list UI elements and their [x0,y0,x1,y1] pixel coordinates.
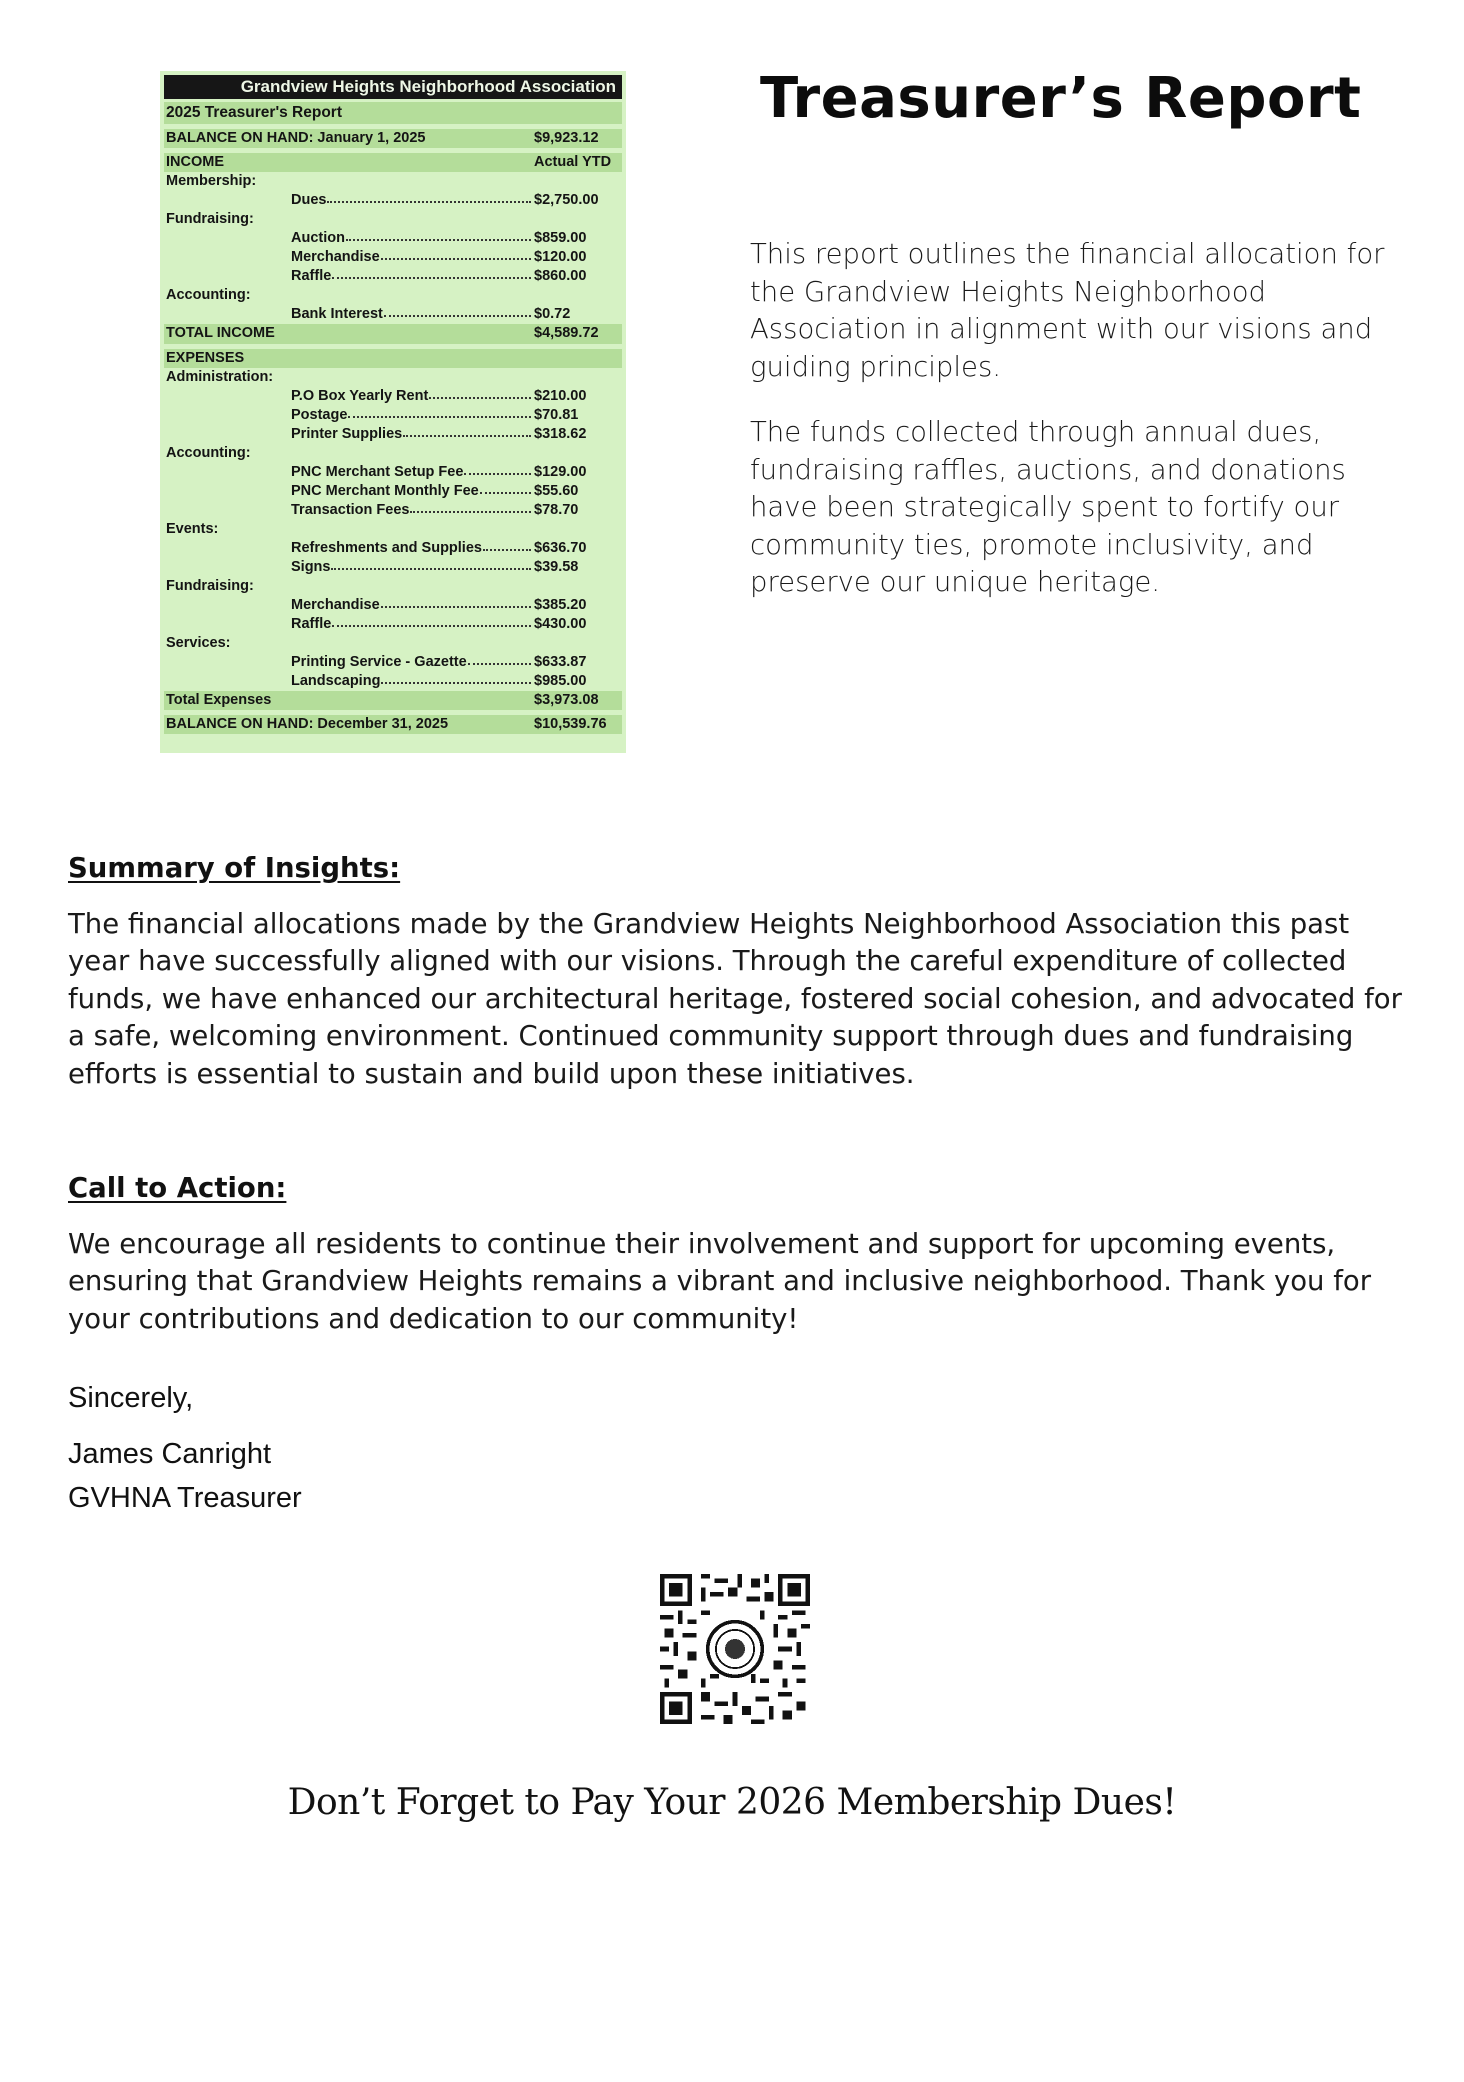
item-amount: $636.70 [534,540,587,556]
item-amount: $860.00 [534,268,587,285]
ledger-line-item [164,653,622,672]
ledger-line-item [164,615,622,634]
intro-paragraph: The funds collected through annual dues, fundraising raffles, auctions, and donations have been strategically spent to fortify our community ties, promote inclusivity, and preserve our unique heritage. [750,416,1346,598]
item-amount: $129.00 [534,463,587,480]
item-name: Landscaping [291,673,381,690]
ledger-organization: Grandview Heights Neighborhood Association [164,75,622,99]
page-title: Treasurer’s Report [760,66,1362,131]
ledger-line-item [164,406,622,425]
intro-paragraph: This report outlines the financial allocation for the Grandview Heights Neighborhood Association in alignment with our visions and guiding principles. [750,238,1385,383]
signature-closing: Sincerely, [68,1382,194,1414]
item-amount: $318.62 [534,425,587,442]
signature-name: James Canright [68,1438,272,1470]
item-amount: $78.70 [534,501,579,518]
call-to-action-heading: Call to Action: [68,1172,287,1204]
category-label: Administration: [166,368,274,385]
category-label: Accounting: [166,287,251,304]
ledger-line-item [164,596,622,615]
item-amount: $120.00 [534,249,587,266]
total-income-label: TOTAL INCOME [166,325,275,342]
item-amount: $0.72 [534,306,571,323]
intro-text [750,236,1400,630]
item-name: Refreshments and Supplies [291,540,482,556]
qr-code-icon[interactable] [660,1574,810,1724]
call-to-action-body: We encourage all residents to continue their involvement and support for upcoming events, ensuring that Grandview Heights remains a vibrant and inclusive neighborhood. Thank you for your contributions and dedication to our community! [68,1228,1372,1335]
closing-balance-row [164,715,622,734]
call-to-action-section [68,1172,1408,1338]
ledger-category [164,444,622,463]
ledger-category [164,520,622,539]
ledger-report-title: 2025 Treasurer's Report [166,104,343,121]
item-name: Printing Service - Gazette [291,654,467,671]
ledger-line-item [164,387,622,406]
ledger-line-item [164,229,622,248]
opening-balance-label: BALANCE ON HAND: January 1, 2025 [166,130,426,147]
summary-section [68,852,1408,1093]
item-name: Raffle [291,268,332,285]
item-amount: $70.81 [534,406,579,423]
category-label: Fundraising: [166,211,254,228]
summary-heading: Summary of Insights: [68,852,401,884]
ledger-line-item [164,501,622,520]
item-name: Auction [291,230,345,247]
category-label: Membership: [166,173,257,190]
item-name: PNC Merchant Setup Fee [291,463,464,480]
ledger-line-item [164,305,622,324]
ledger-line-item [164,267,622,286]
item-name: Printer Supplies [291,425,403,442]
item-name: P.O Box Yearly Rent [291,387,429,404]
ledger-line-item [164,482,622,501]
total-expenses-label: Total Expenses [166,692,272,709]
total-income-row [164,324,622,343]
item-name: Bank Interest [291,306,383,323]
category-label: Events: [166,520,219,537]
category-label: Services: [166,635,231,652]
item-amount: $2,750.00 [534,192,599,209]
item-amount: $633.87 [534,654,587,671]
summary-body: The financial allocations made by the Grandview Heights Neighborhood Association this past year have successfully aligned with our visions. Through the careful expenditure of collected funds, we have enhanced our architectural heritage, fostered social cohesion, and advocated for a safe, welcoming environment. Continued community support through dues and fundraising efforts is essential to sustain and build upon these initiatives. [68,908,1402,1090]
treasurer-ledger-table [160,71,626,753]
total-income-amount: $4,589.72 [534,325,599,342]
ledger-line-item [164,248,622,267]
item-name: PNC Merchant Monthly Fee [291,482,479,499]
item-amount: $385.20 [534,597,587,614]
total-expenses-row [164,691,622,710]
expenses-header-label: EXPENSES [166,349,245,366]
item-name: Postage [291,406,348,423]
closing-balance-label: BALANCE ON HAND: December 31, 2025 [166,716,449,733]
item-name: Transaction Fees [291,501,410,518]
ledger-category [164,368,622,387]
item-name: Raffle [291,616,332,633]
ledger-line-item [164,191,622,210]
income-header-label: INCOME [166,154,224,171]
ledger-line-item [164,672,622,691]
ledger-line-item [164,425,622,444]
income-header-row [164,153,622,172]
ledger-line-item [164,539,622,558]
ledger-category [164,210,622,229]
expenses-header-row [164,349,622,368]
membership-dues-reminder: Don’t Forget to Pay Your 2026 Membership Dues! [287,1782,1177,1823]
ledger-report-title-row [164,102,622,124]
total-expenses-amount: $3,973.08 [534,692,599,709]
closing-balance-amount: $10,539.76 [534,716,607,733]
item-amount: $430.00 [534,616,587,633]
item-amount: $39.58 [534,559,579,576]
ledger-category [164,634,622,653]
item-name: Merchandise [291,249,380,266]
opening-balance-row [164,129,622,148]
ledger-category [164,577,622,596]
category-label: Fundraising: [166,578,254,595]
item-amount: $55.60 [534,482,579,499]
ledger-category [164,172,622,191]
signature-title: GVHNA Treasurer [68,1482,302,1514]
income-column-label: Actual YTD [534,154,612,171]
item-name: Merchandise [291,597,380,614]
item-amount: $210.00 [534,387,587,404]
category-label: Accounting: [166,444,251,461]
item-amount: $859.00 [534,230,587,247]
item-name: Dues [291,192,327,209]
ledger-line-item [164,558,622,577]
item-amount: $985.00 [534,673,587,690]
opening-balance-amount: $9,923.12 [534,130,599,147]
ledger-category [164,286,622,305]
item-name: Signs [291,559,331,576]
ledger-line-item [164,463,622,482]
